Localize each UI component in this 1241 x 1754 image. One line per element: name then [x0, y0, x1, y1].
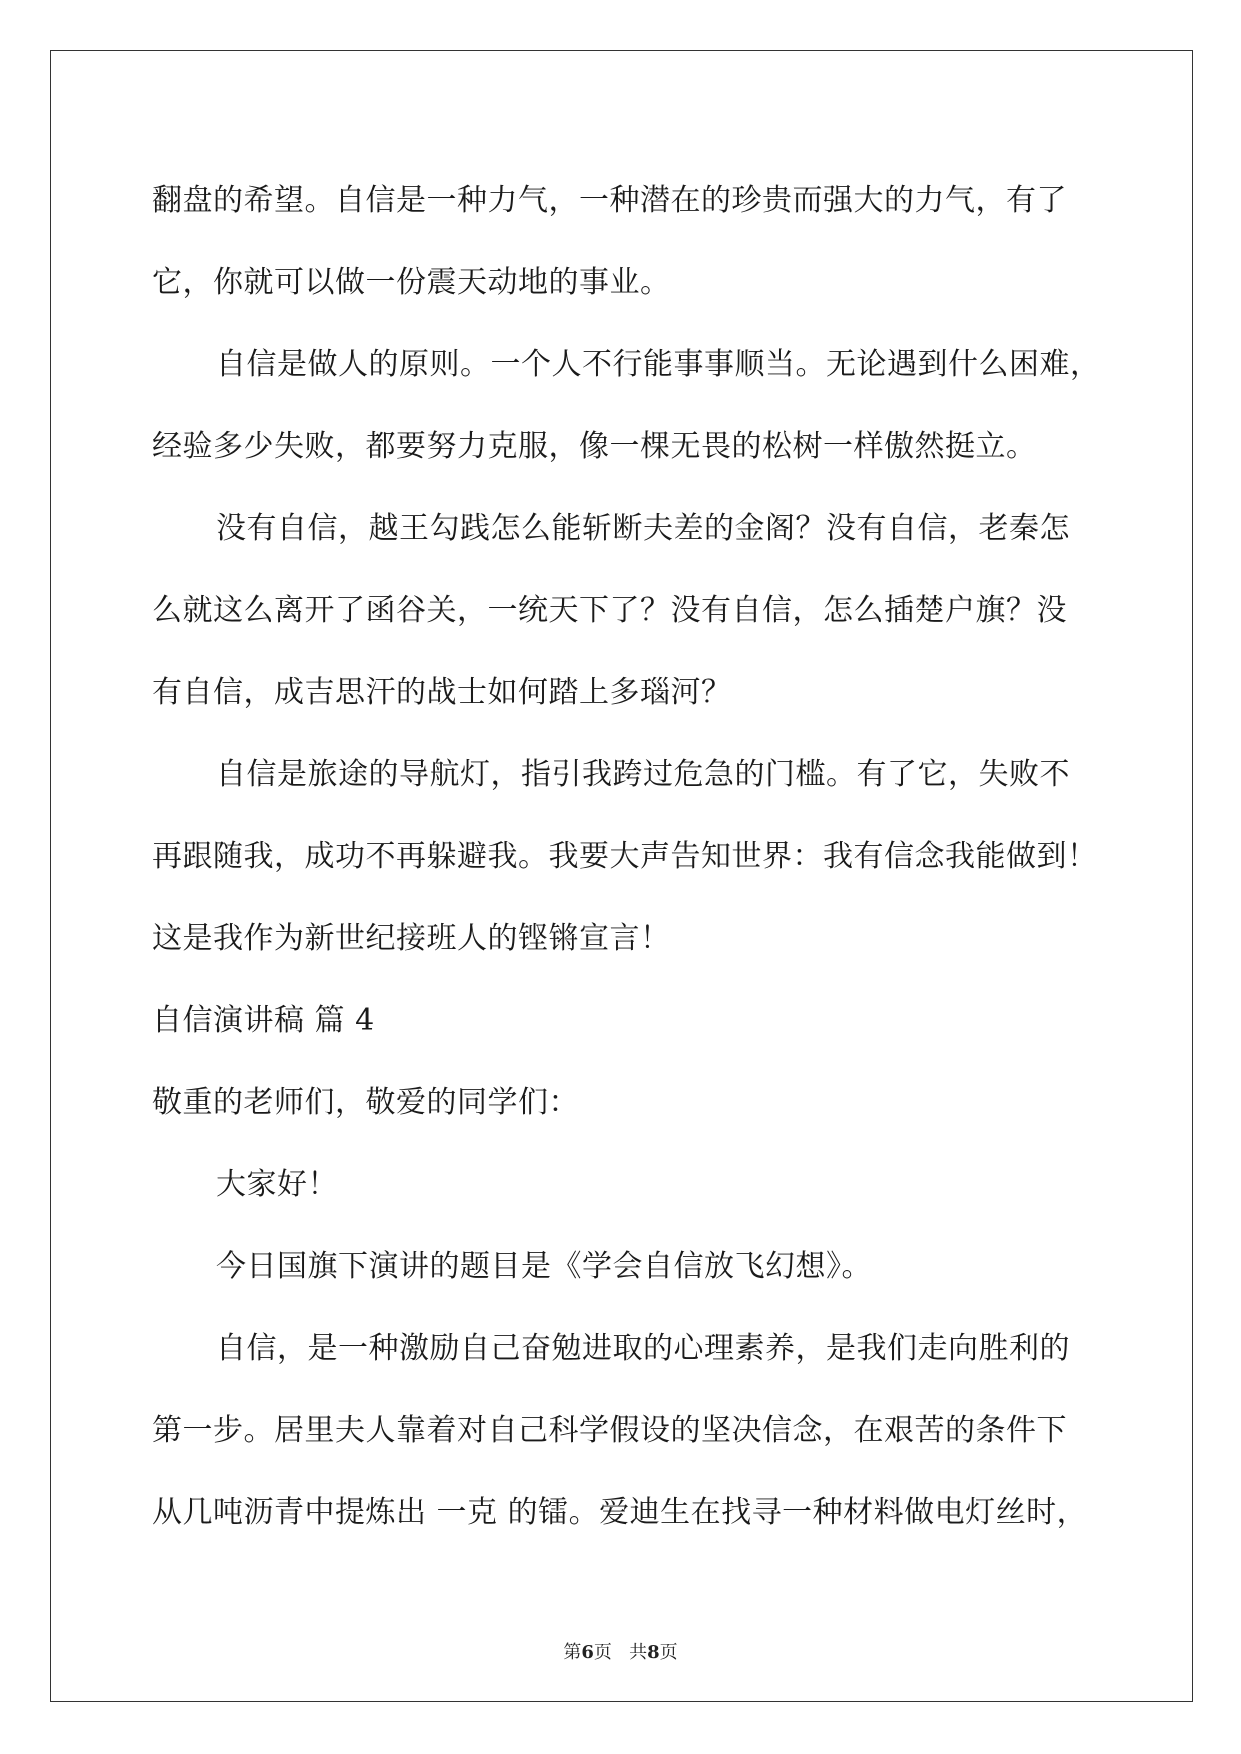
- total-pages-number: 8: [647, 1642, 660, 1663]
- text-line: 自信是做人的原则。一个人不行能事事顺当。无论遇到什么困难，: [216, 347, 1101, 382]
- text-line: 自信，是一种激励自己奋勉进取的心理素养，是我们走向胜利的: [216, 1331, 1070, 1366]
- text-line: 翻盘的希望。自信是一种力气，一种潜在的珍贵而强大的力气，有了: [152, 183, 1067, 218]
- text-line: 么就这么离开了函谷关，一统天下了？没有自信，怎么插楚户旗？没: [152, 593, 1067, 628]
- salutation: 敬重的老师们，敬爱的同学们：: [152, 1085, 579, 1120]
- section-heading: 自信演讲稿 篇 4: [152, 1003, 375, 1038]
- text-line: 有自信，成吉思汗的战士如何踏上多瑙河？: [152, 675, 732, 710]
- text-line: 经验多少失败，都要努力克服，像一棵无畏的松树一样傲然挺立。: [152, 429, 1037, 464]
- text-line: 自信是旅途的导航灯，指引我跨过危急的门槛。有了它，失败不: [216, 757, 1070, 792]
- text-line: 这是我作为新世纪接班人的铿锵宣言！: [152, 921, 671, 956]
- text-line: 它，你就可以做一份震天动地的事业。: [152, 265, 671, 300]
- greeting: 大家好！: [216, 1167, 338, 1202]
- text-line: 从几吨沥青中提炼出 一克 的镭。爱迪生在找寻一种材料做电灯丝时，: [152, 1495, 1088, 1530]
- page-footer: [0, 1638, 1241, 1664]
- text-line: 没有自信，越王勾践怎么能斩断夫差的金阁？没有自信，老秦怎: [216, 511, 1070, 546]
- text-line: 今日国旗下演讲的题目是《学会自信放飞幻想》。: [216, 1249, 872, 1284]
- text-line: 第一步。居里夫人靠着对自己科学假设的坚决信念，在艰苦的条件下: [152, 1413, 1067, 1448]
- footer-total-suffix: 页: [659, 1642, 678, 1663]
- footer-total-prefix: 共: [629, 1642, 648, 1663]
- current-page-number: 6: [581, 1642, 594, 1663]
- document-body: [152, 160, 1101, 1554]
- footer-prefix: 第: [563, 1642, 582, 1663]
- footer-page-word: 页: [593, 1642, 612, 1663]
- text-line: 再跟随我，成功不再躲避我。我要大声告知世界：我有信念我能做到！: [152, 839, 1098, 874]
